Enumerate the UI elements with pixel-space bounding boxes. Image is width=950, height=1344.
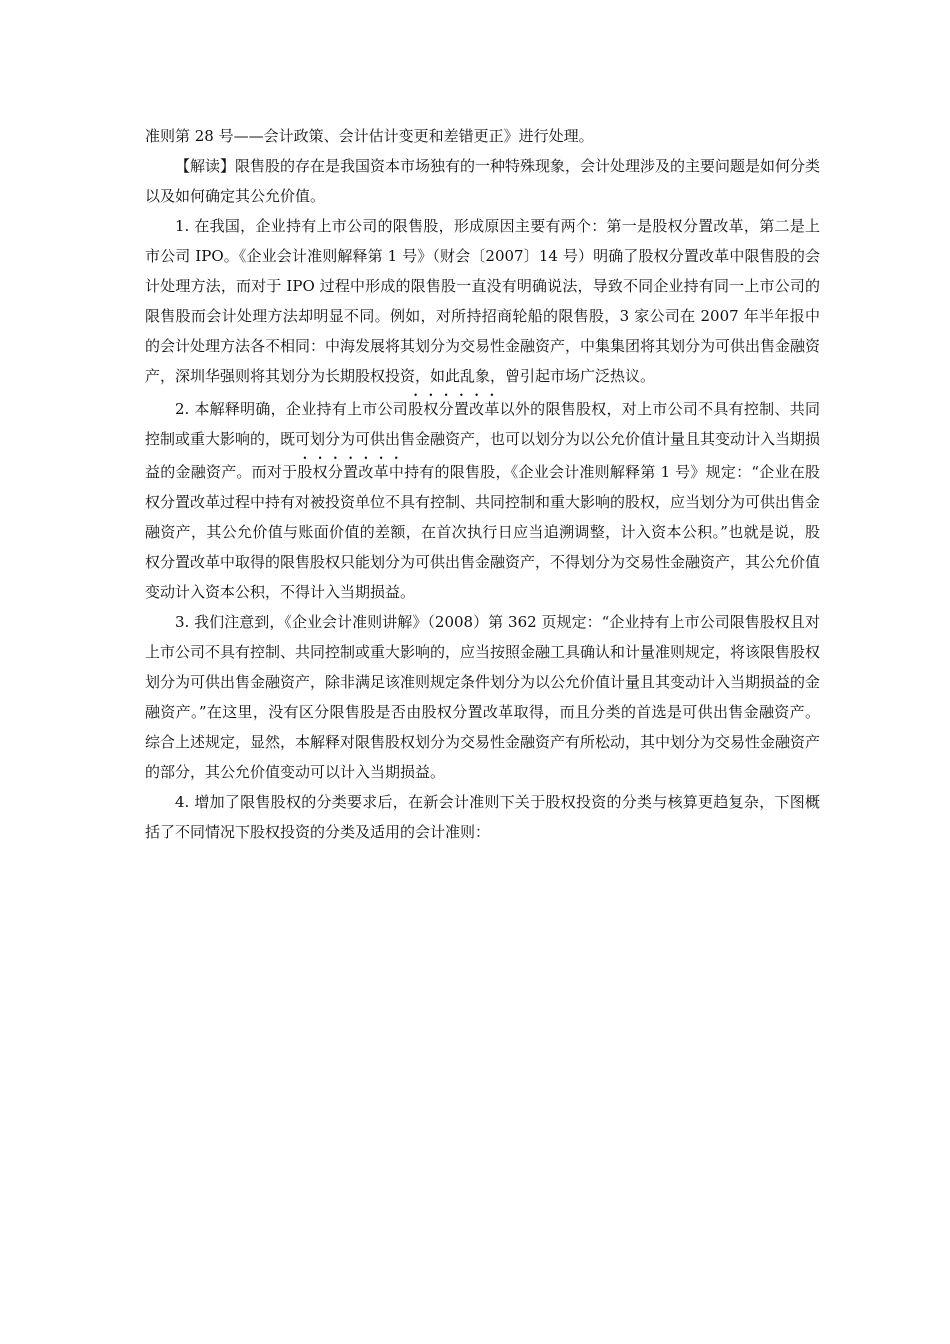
paragraph-point-3: 3. 我们注意到，《企业会计准则讲解》（2008）第 362 页规定：“企业持有上市公司限售股权且对上市公司不具有控制、共同控制或重大影响的，应当按照金融工具确认和计量准则规定，将该限售股权划分为可供出售金融资产，除非满足该准则规定条件划分为以公允价值计量且其变动计入当期损益的金融资产。”在这里，没有区分限售股是否由股权分置改革取得，而且分类的首选是可供出售金融资产。综合上述规定，显然，本解释对限售股权划分为交易性金融资产有所松动，其中划分为交易性金融资产的部分，其公允价值变动可以计入当期损益。 [145, 613, 821, 781]
document-page [145, 121, 820, 847]
paragraph-continuation: 准则第 28 号——会计政策、会计估计变更和差错更正》进行处理。 [145, 127, 594, 145]
point-2-text-a: 2. 本解释明确，企业持有上市公司 [175, 400, 409, 418]
paragraph-point-4: 4. 增加了限售股权的分类要求后，在新会计准则下关于股权投资的分类与核算更趋复杂，下图概括了不同情况下股权投资的分类及适用的会计准则： [145, 793, 820, 841]
paragraph-point-1: 1. 在我国，企业持有上市公司的限售股，形成原因主要有两个：第一是股权分置改革，第二是上市公司 IPO。《企业会计准则解释第 1 号》（财会〔2007〕14 号）明确了股权分置改革中限售股的会计处理方法，而对于 IPO 过程中形成的限售股一直没有明确说法，导致不同企业持有同一上市公司的限售股而会计处理方法却明显不同。例如，对所持招商轮船的限售股，3 家公司在 2007 年半年报中的会计处理方法各不相同：中海发展将其划分为交易性金融资产，中集集团将其划分为可供出售金融资产，深圳华强则将其划分为长期股权投资，如此乱象，曾引起市场广泛热议。 [145, 217, 821, 385]
emphasis-share-reform-in: 股权分置改革中 [297, 463, 405, 481]
paragraph-point-2 [145, 391, 820, 607]
paragraph-interpretation: 【解读】限售股的存在是我国资本市场独有的一种特殊现象，会计处理涉及的主要问题是如何分类以及如何确定其公允价值。 [145, 157, 821, 205]
emphasis-share-reform: 股权分置改革 [408, 400, 500, 418]
point-2-text-c: 以外的限售股权，对上市公司不具有控制、共同控制或重大影响的，既可划分为可供出售金融资产，也可以划分为以公允价值计量且其变动计入当期损益的金融资产。而对于 [145, 400, 821, 481]
point-2-text-e: 持有的限售股，《企业会计准则解释第 1 号》规定：“企业在股权分置改革过程中持有对被投资单位不具有控制、共同控制和重大影响的股权，应当划分为可供出售金融资产，其公允价值与账面价值的差额，在首次执行日应当追溯调整，计入资本公积。”也就是说，股权分置改革中取得的限售股权只能划分为可供出售金融资产，不得划分为交易性金融资产，其公允价值变动计入资本公积，不得计入当期损益。 [145, 463, 821, 601]
